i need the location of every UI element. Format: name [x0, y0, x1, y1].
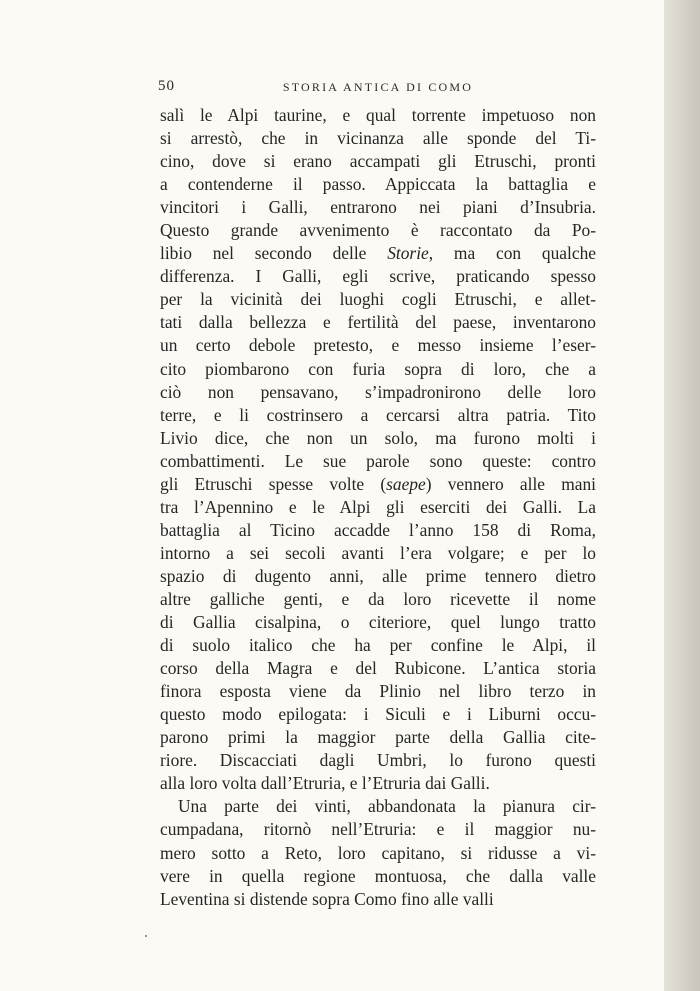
text-line: altre galliche genti, e da loro ricevette il nome — [160, 588, 596, 609]
text-line: si arrestò, che in vicinanza alle sponde del Ti- — [160, 128, 596, 149]
text-line: vincitori i Galli, entrarono nei piani d’Insubria. — [160, 197, 596, 218]
page-speck — [145, 935, 147, 937]
text-line: riore. Discacciati dagli Umbri, lo furono questi — [160, 750, 596, 771]
text-line: terre, e li costrinsero a cercarsi altra patria. Tito — [160, 404, 596, 425]
text-line: libio nel secondo delle Storie, ma con qualche — [160, 243, 596, 264]
text-line: questo modo epilogata: i Siculi e i Liburni occu- — [160, 704, 596, 725]
page-header — [158, 78, 598, 100]
text-line: Livio dice, che non un solo, ma furono molti i — [160, 427, 596, 448]
text-line: per la vicinità dei luoghi cogli Etruschi, e allet- — [160, 289, 596, 310]
text-line: Leventina si distende sopra Como fino alle valli — [160, 888, 494, 909]
text-line: corso della Magra e del Rubicone. L’antica storia — [160, 658, 596, 679]
text-line: salì le Alpi taurine, e qual torrente impetuoso non — [160, 105, 596, 125]
page-number: 50 — [158, 78, 175, 94]
text-line: finora esposta viene da Plinio nel libro terzo in — [160, 681, 596, 702]
text-line: differenza. I Galli, egli scrive, praticando spesso — [160, 266, 596, 287]
text-line: spazio di dugento anni, alle prime tennero dietro — [160, 565, 596, 586]
text-line: un certo debole pretesto, e messo insieme l’eser- — [160, 335, 596, 356]
text-line: cumpadana, ritornò nell’Etruria: e il maggior nu- — [160, 819, 596, 840]
text-line: alla loro volta dall’Etruria, e l’Etruria dai Galli. — [160, 773, 490, 794]
text-line: cino, dove si erano accampati gli Etruschi, pronti — [160, 151, 596, 172]
text-line: tra l’Apennino e le Alpi gli eserciti dei Galli. La — [160, 496, 596, 517]
text-line: Una parte dei vinti, abbandonata la pianura cir- — [178, 796, 596, 817]
body-text — [160, 104, 596, 911]
text-line: cito piombarono con furia sopra di loro, che a — [160, 358, 596, 379]
paragraph-2 — [160, 795, 596, 910]
text-line: di Gallia cisalpina, o citeriore, quel lungo tratto — [160, 612, 596, 633]
text-line: vere in quella regione montuosa, che dalla valle — [160, 865, 596, 886]
paragraph-1 — [160, 104, 596, 795]
text-line: tati dalla bellezza e fertilità del paese, inventarono — [160, 312, 596, 333]
running-title: STORIA ANTICA DI COMO — [282, 80, 474, 94]
text-line: di suolo italico che ha per confine le Alpi, il — [160, 635, 596, 656]
text-line: intorno a sei secoli avanti l’era volgare; e per lo — [160, 542, 596, 563]
text-line: a contenderne il passo. Appiccata la battaglia e — [160, 174, 596, 195]
text-line: parono primi la maggior parte della Gallia cite- — [160, 727, 596, 748]
text-line: battaglia al Ticino accadde l’anno 158 di Roma, — [160, 519, 596, 540]
page-edge — [664, 0, 700, 991]
text-line: ciò non pensavano, s’impadronirono delle loro — [160, 381, 596, 402]
text-line: gli Etruschi spesse volte (saepe) vennero alle mani — [160, 473, 596, 494]
text-line: mero sotto a Reto, loro capitano, si ridusse a vi- — [160, 842, 596, 863]
text-line: Questo grande avvenimento è raccontato da Po- — [160, 220, 596, 241]
text-line: combattimenti. Le sue parole sono queste: contro — [160, 450, 596, 471]
